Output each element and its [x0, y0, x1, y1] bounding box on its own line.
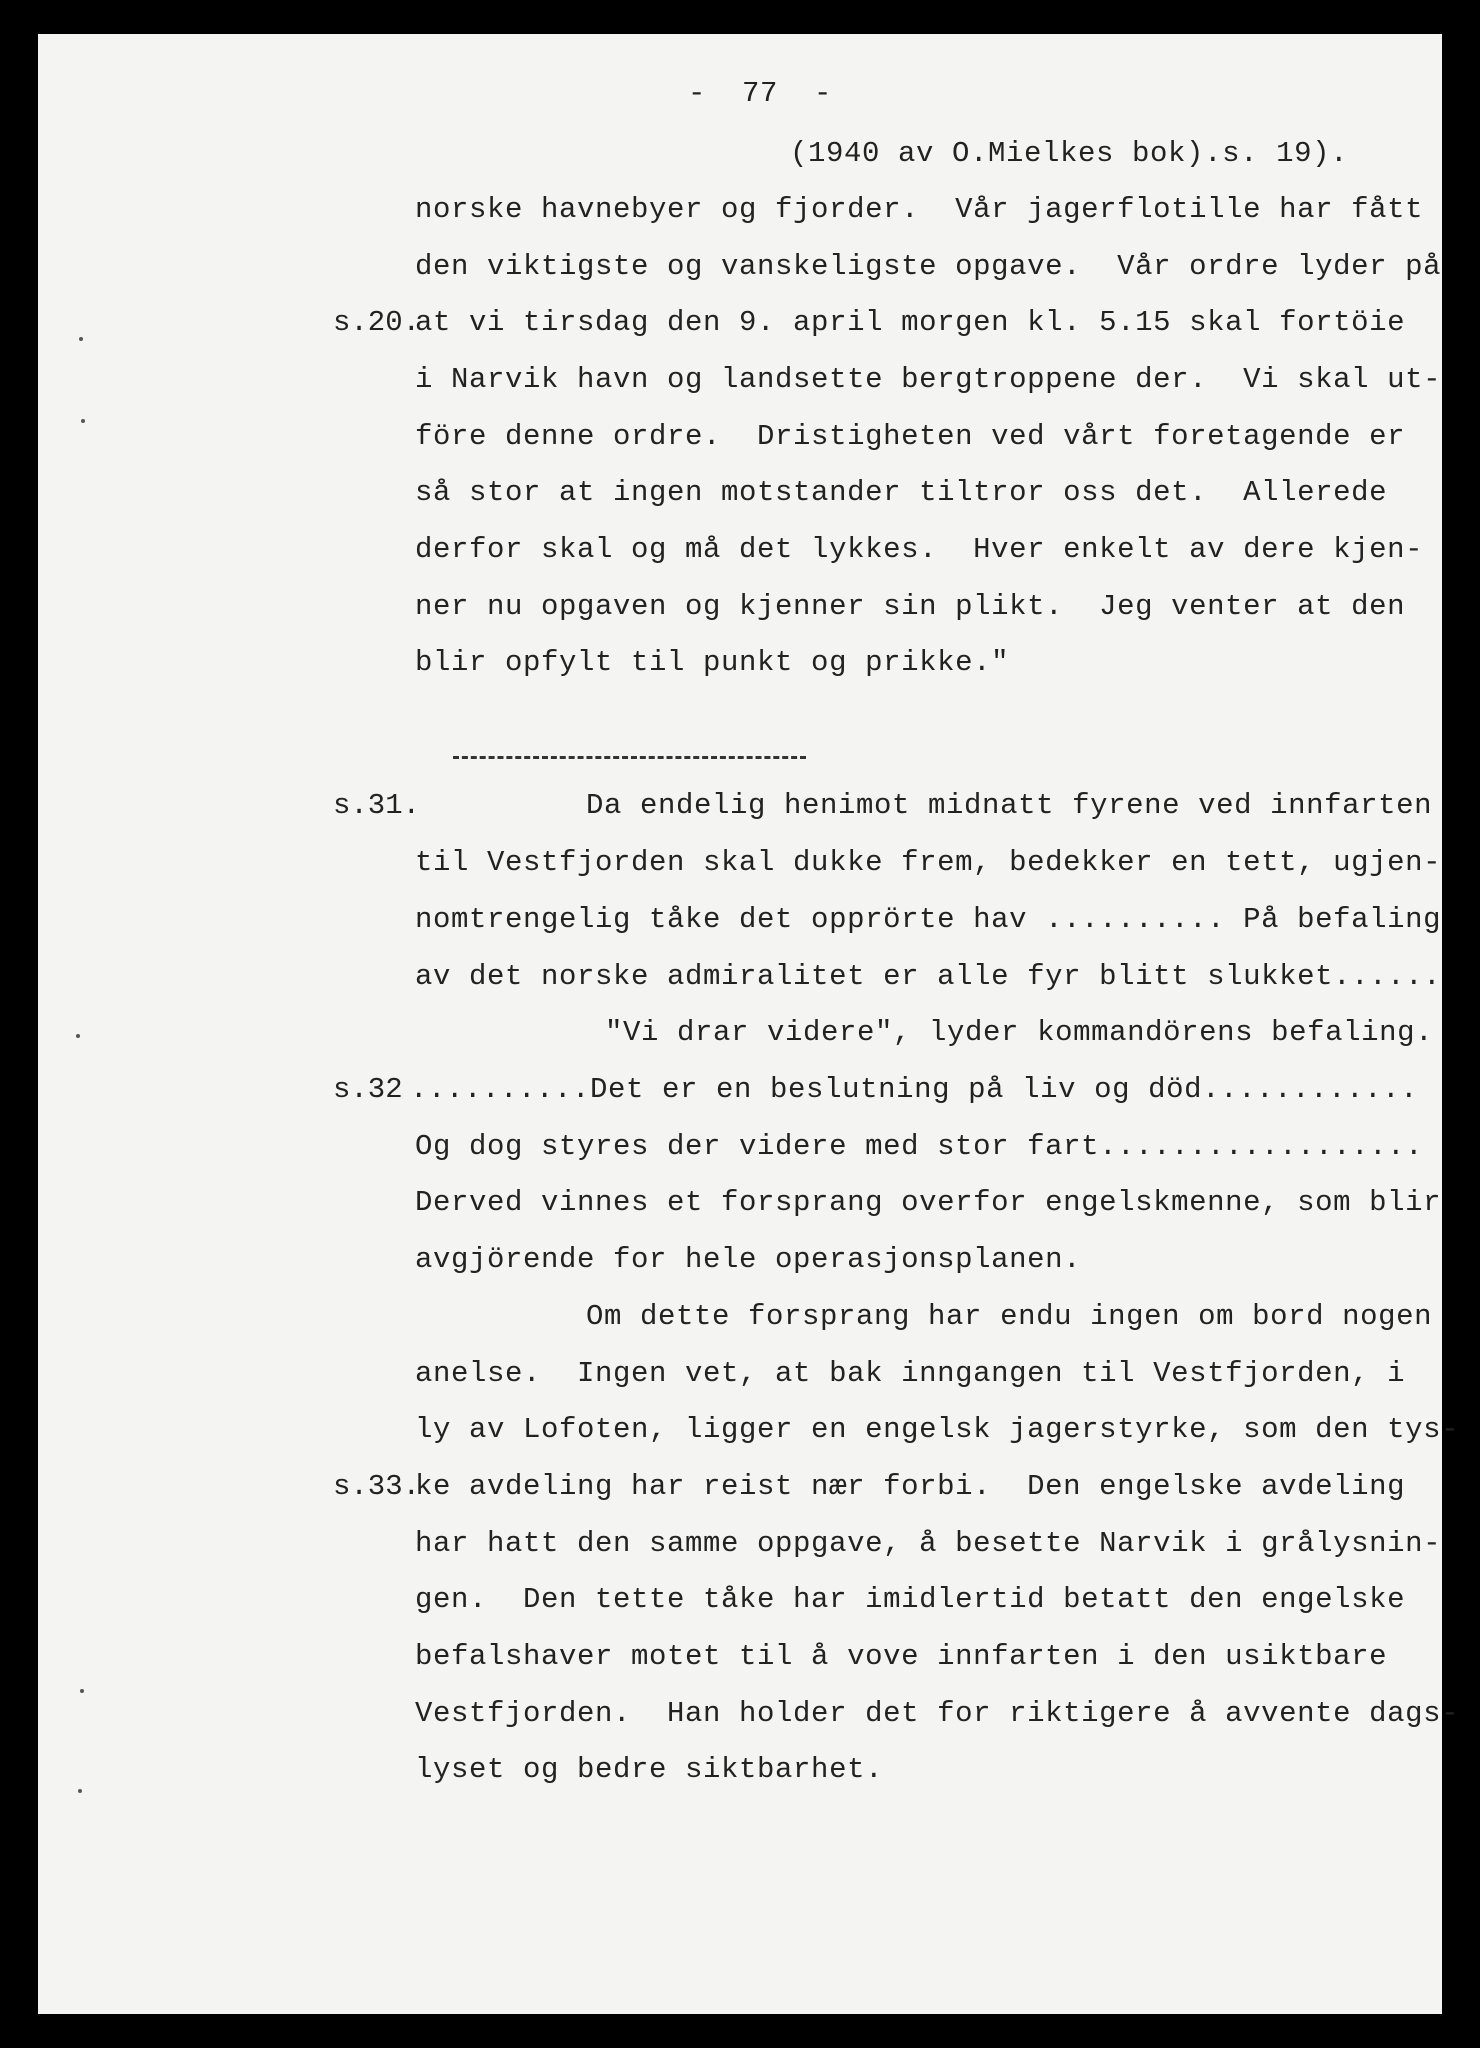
source-note: (1940 av O.Mielkes bok).s. 19). [790, 137, 1349, 170]
text-line: at vi tirsdag den 9. april morgen kl. 5.15 skal fortöie [415, 306, 1406, 339]
text-line: den viktigste og vanskeligste opgave. Vår ordre lyder på [415, 250, 1442, 283]
page-ref: s.31. [333, 789, 421, 822]
text-line: Om dette forsprang har endu ingen om bord nogen [586, 1300, 1433, 1333]
text-line: til Vestfjorden skal dukke frem, bedekker en tett, ugjen- [415, 846, 1442, 879]
text-line: gen. Den tette tåke har imidlertid betatt den engelske [415, 1583, 1406, 1616]
page-ref: s.32 [333, 1073, 403, 1106]
text-line: Vestfjorden. Han holder det for riktigere å avvente dags- [415, 1697, 1460, 1730]
text-line: i Narvik havn og landsette bergtroppene der. Vi skal ut- [415, 363, 1442, 396]
text-line: blir opfylt til punkt og prikke." [415, 646, 1010, 679]
text-line: ke avdeling har reist nær forbi. Den engelske avdeling [415, 1470, 1406, 1503]
text-line: befalshaver motet til å vove innfarten i den usiktbare [415, 1640, 1388, 1673]
text-line: ner nu opgaven og kjenner sin plikt. Jeg venter at den [415, 590, 1406, 623]
ink-speck [76, 1034, 80, 1038]
ink-speck [78, 1789, 82, 1793]
document-page [38, 34, 1460, 2014]
text-line: nomtrengelig tåke det opprörte hav .......... På befaling [415, 903, 1442, 936]
text-line: Og dog styres der videre med stor fart.................. [415, 1130, 1424, 1163]
text-line: "Vi drar videre", lyder kommandörens befaling. [605, 1016, 1434, 1049]
text-line: avgjörende for hele operasjonsplanen. [415, 1243, 1082, 1276]
text-line: derfor skal og må det lykkes. Hver enkelt av dere kjen- [415, 533, 1424, 566]
separator-rule [453, 756, 806, 759]
text-line: har hatt den samme oppgave, å besette Narvik i grålysnin- [415, 1527, 1442, 1560]
text-line: före denne ordre. Dristigheten ved vårt foretagende er [415, 420, 1406, 453]
text-line: av det norske admiralitet er alle fyr blitt slukket...... [415, 960, 1442, 993]
text-line: Derved vinnes et forsprang overfor engelskmenne, som blir [415, 1186, 1442, 1219]
ink-speck [80, 1689, 84, 1693]
text-line: norske havnebyer og fjorder. Vår jagerflotille har fått [415, 193, 1424, 226]
ink-speck [79, 337, 83, 341]
text-line: ..........Det er en beslutning på liv og död............ [410, 1073, 1419, 1106]
page-ref: s.33. [333, 1470, 421, 1503]
text-line: lyset og bedre siktbarhet. [415, 1753, 884, 1786]
text-line: Da endelig henimot midnatt fyrene ved innfarten [586, 789, 1433, 822]
text-line: anelse. Ingen vet, at bak inngangen til Vestfjorden, i [415, 1357, 1406, 1390]
page-number: - 77 - [688, 77, 833, 110]
page-ref: s.20. [333, 306, 421, 339]
text-line: så stor at ingen motstander tiltror oss det. Allerede [415, 476, 1388, 509]
ink-speck [81, 419, 85, 423]
text-line: ly av Lofoten, ligger en engelsk jagerstyrke, som den tys- [415, 1413, 1460, 1446]
